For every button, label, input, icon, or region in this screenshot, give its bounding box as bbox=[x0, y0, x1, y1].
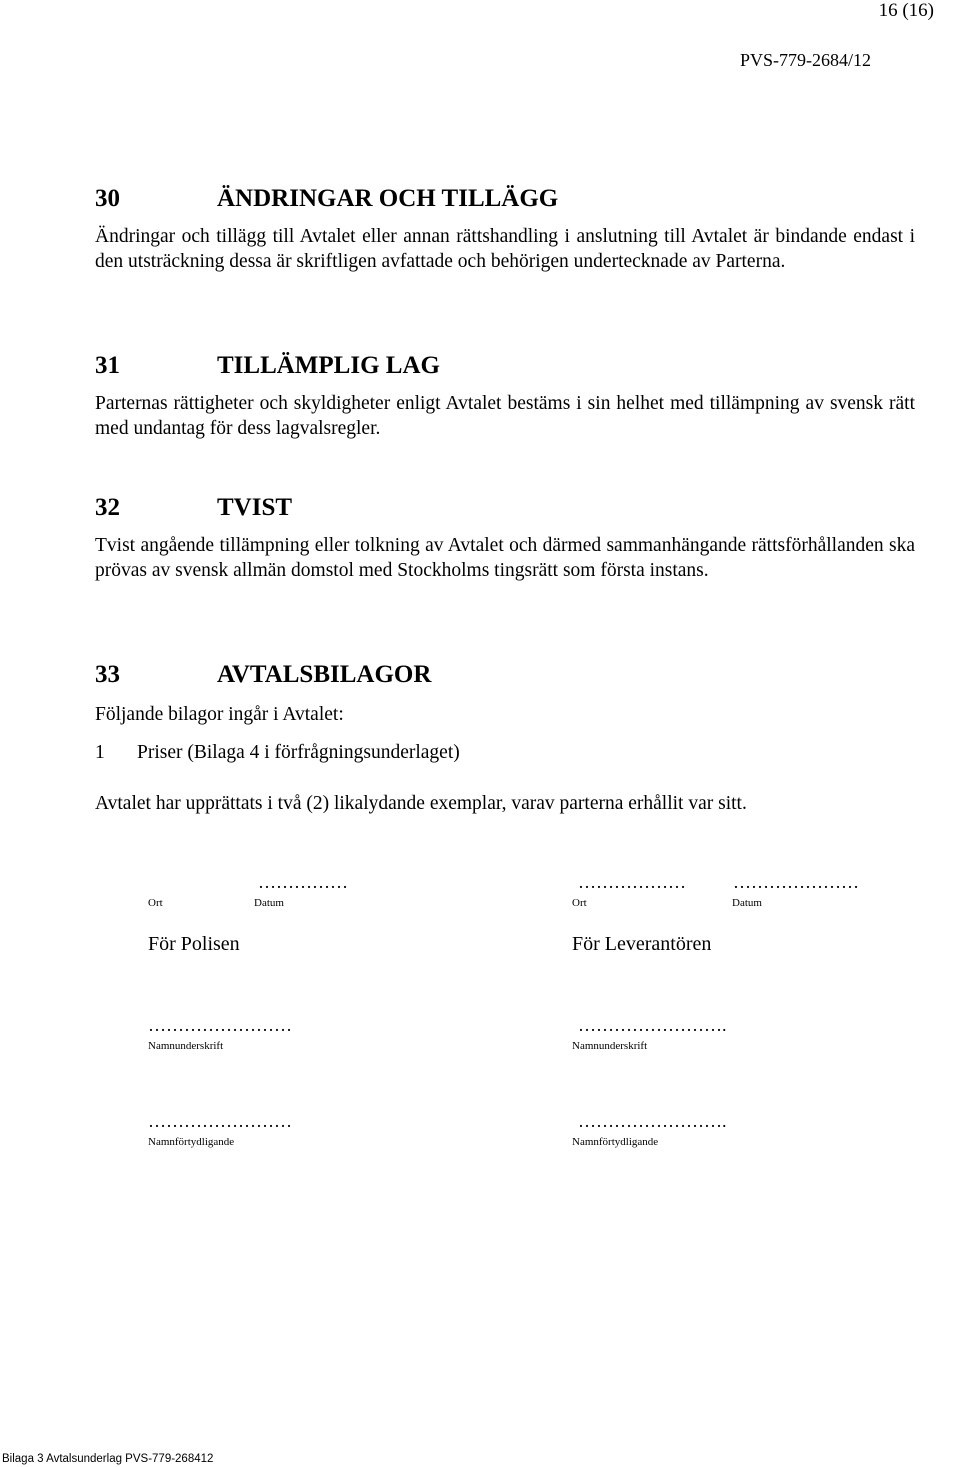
left-party-name: För Polisen bbox=[148, 933, 240, 955]
section-heading bbox=[95, 660, 915, 690]
right-place-dotted-line: ……………… bbox=[578, 872, 686, 892]
attachment-text: Priser (Bilaga 4 i förfrågningsunderlaget) bbox=[137, 742, 460, 763]
left-place-label: Ort bbox=[148, 897, 163, 909]
section-title: ÄNDRINGAR OCH TILLÄGG bbox=[217, 185, 559, 212]
right-signature-dotted-line: ……………………. bbox=[578, 1015, 727, 1035]
right-date-dotted-line: ………………… bbox=[733, 872, 859, 892]
section-heading bbox=[95, 351, 915, 381]
section-title: TVIST bbox=[217, 494, 293, 521]
left-date-label: Datum bbox=[254, 897, 284, 909]
section-30 bbox=[95, 184, 915, 274]
section-text: Ändringar och tillägg till Avtalet eller annan rättshandling i anslutning till Avtalet är bindande endast i den utsträckning dessa är skriftligen avfattade och behörigen undertecknade av Parterna. bbox=[95, 226, 915, 272]
left-clarification-dotted-line: …………………… bbox=[148, 1111, 292, 1131]
closing-statement: Avtalet har upprättats i två (2) likalydande exemplar, varav parterna erhållit var sitt. bbox=[95, 793, 747, 814]
section-32 bbox=[95, 493, 915, 583]
right-place-label: Ort bbox=[572, 897, 587, 909]
left-date-dotted-line: …………… bbox=[258, 872, 348, 892]
section-33 bbox=[95, 660, 915, 816]
left-signature-dotted-line: …………………… bbox=[148, 1015, 292, 1035]
footer-text: Bilaga 3 Avtalsunderlag PVS-779-268412 bbox=[2, 1453, 214, 1465]
section-heading bbox=[95, 184, 915, 214]
right-signature-label: Namnunderskrift bbox=[572, 1040, 648, 1052]
section-heading bbox=[95, 493, 915, 523]
section-text: Parternas rättigheter och skyldigheter enligt Avtalet bestäms i sin helhet med tillämpning av svensk rätt med undantag för dess lagvalsregler. bbox=[95, 393, 915, 439]
section-title: AVTALSBILAGOR bbox=[217, 661, 432, 688]
attachments-intro: Följande bilagor ingår i Avtalet: bbox=[95, 704, 344, 725]
right-date-label: Datum bbox=[732, 897, 762, 909]
section-title: TILLÄMPLIG LAG bbox=[217, 352, 440, 379]
page-number: 16 (16) bbox=[878, 0, 934, 21]
section-number: 31 bbox=[95, 352, 120, 379]
left-signature-label: Namnunderskrift bbox=[148, 1040, 224, 1052]
left-clarification-label: Namnförtydligande bbox=[148, 1136, 235, 1148]
right-party-name: För Leverantören bbox=[572, 933, 712, 955]
section-number: 32 bbox=[95, 494, 120, 521]
section-number: 30 bbox=[95, 185, 120, 212]
attachment-number: 1 bbox=[95, 742, 105, 763]
right-clarification-dotted-line: ……………………. bbox=[578, 1111, 727, 1131]
section-number: 33 bbox=[95, 661, 120, 688]
attachment-item bbox=[95, 740, 915, 765]
document-reference: PVS-779-2684/12 bbox=[740, 50, 872, 70]
section-text: Tvist angående tillämpning eller tolkning av Avtalet och därmed sammanhängande rättsförhållanden ska prövas av svensk allmän domstol med Stockholms tingsrätt som första instans. bbox=[95, 535, 915, 581]
section-31 bbox=[95, 351, 915, 441]
right-clarification-label: Namnförtydligande bbox=[572, 1136, 659, 1148]
